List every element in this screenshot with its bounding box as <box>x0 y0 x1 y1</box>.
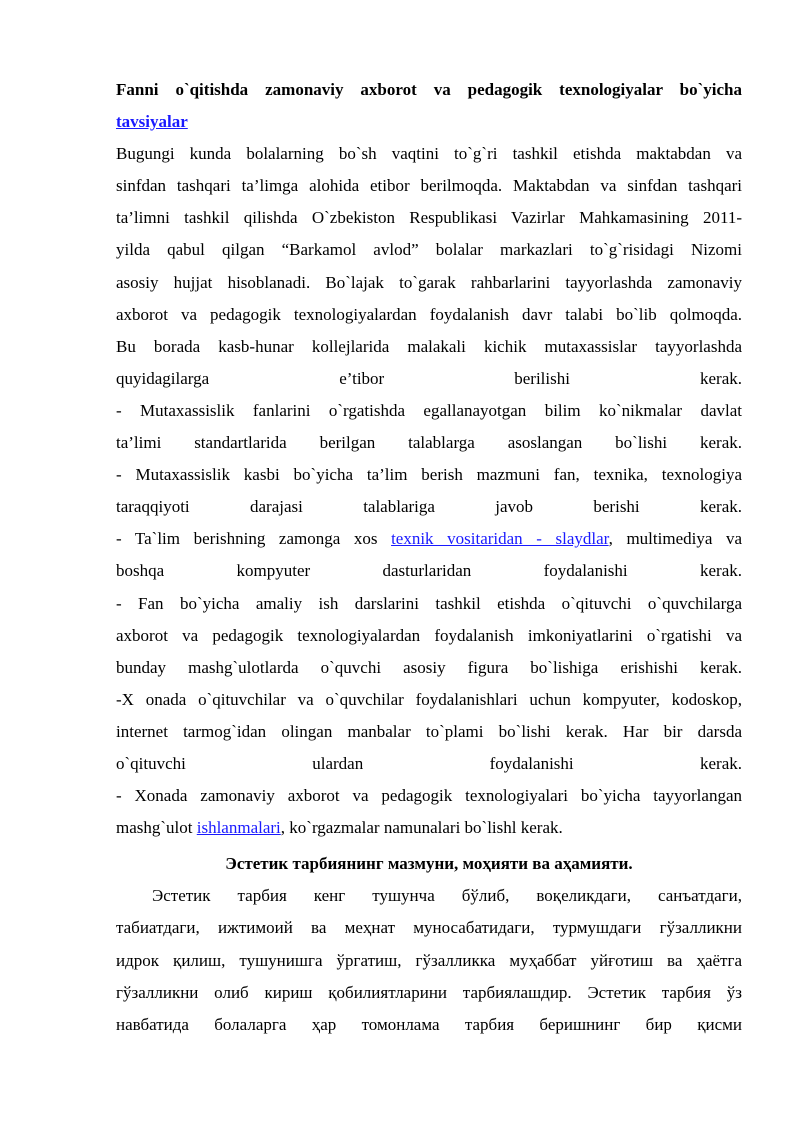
body-line: taraqqiyoti darajasi talablariga javob berishi kerak. <box>116 497 742 517</box>
body-line: Bugungi kunda bolalarning bo`sh vaqtini to`g`ri tashkil etishda maktabdan va <box>116 144 742 164</box>
body-line-with-link <box>116 523 742 555</box>
body-line: - Fan bo`yicha amaliy ish darslarini tashkil etishda o`qituvchi o`quvchilarga <box>116 593 742 613</box>
body-line: o`qituvchi ulardan foydalanishi kerak. <box>116 753 742 773</box>
tavsiyalar-link[interactable]: tavsiyalar <box>116 112 188 132</box>
section-heading: Эстетик тарбиянинг мазмуни, моҳияти ва аҳамияти. <box>225 854 633 874</box>
body-line: табиатдаги, ижтимоий ва меҳнат муносабатидаги, турмушдаги гўзалликни <box>116 918 742 938</box>
body-line: - Mutaxassislik kasbi bo`yicha ta’lim berish mazmuni fan, texnika, texnologiya <box>116 465 742 485</box>
body-line: yilda qabul qilgan “Barkamol avlod” bolalar markazlari to`g`risidagi Nizomi <box>116 240 742 260</box>
body-line: Эстетик тарбия кенг тушунча бўлиб, воқеликдаги, санъатдаги, <box>152 886 742 906</box>
body-line: Bu borada kasb-hunar kollejlarida malakali kichik mutaxassislar tayyorlashda <box>116 336 742 356</box>
body-line: internet tarmog`idan olingan manbalar to`plami bo`lishi kerak. Har bir darsda <box>116 721 742 741</box>
body-text: , multimediya va <box>608 529 742 549</box>
body-text: - Ta`lim berishning zamonga xos <box>116 529 392 549</box>
body-line: quyidagilarga e’tibor berilishi kerak. <box>116 368 742 388</box>
body-line: идрок қилиш, тушунишга ўргатиш, гўзалликка муҳаббат уйғотиш ва ҳаётга <box>116 950 742 970</box>
body-line-with-link <box>116 812 742 844</box>
body-line: boshqa kompyuter dasturlaridan foydalanishi kerak. <box>116 561 742 581</box>
body-text: mashg`ulot <box>116 818 197 838</box>
document-title-cont <box>116 106 742 138</box>
body-line: sinfdan tashqari ta’limga alohida etibor berilmoqda. Maktabdan va sinfdan tashqari <box>116 176 742 196</box>
body-line: навбатида болаларга ҳар томонлама тарбия беришнинг бир қисми <box>116 1014 742 1034</box>
document-title: Fanni o`qitishda zamonaviy axborot va pedagogik texnologiyalar bo`yicha <box>116 80 742 99</box>
body-text: , ko`rgazmalar namunalari bo`lishl kerak. <box>280 818 563 838</box>
document-page <box>116 74 742 1041</box>
slaydlar-link[interactable]: texnik vositaridan - slaydlar <box>391 529 609 549</box>
body-line: - Mutaxassislik fanlarini o`rgatishda egallanayotgan bilim ko`nikmalar davlat <box>116 400 742 420</box>
body-line: - Xonada zamonaviy axborot va pedagogik texnologiyalari bo`yicha tayyorlangan <box>116 786 742 806</box>
body-line: asosiy hujjat hisoblanadi. Bo`lajak to`garak rahbarlarini tayyorlashda zamonaviy <box>116 272 742 292</box>
body-line: axborot va pedagogik texnologiyalardan foydalanish imkoniyatlarini o`rgatishi va <box>116 625 742 645</box>
body-line: ta’limi standartlarida berilgan talablarga asoslangan bo`lishi kerak. <box>116 433 742 453</box>
ishlanmalari-link[interactable]: ishlanmalari <box>196 818 281 838</box>
body-line: гўзалликни олиб кириш қобилиятларини тарбиялашдир. Эстетик тарбия ўз <box>116 982 742 1002</box>
body-line: bunday mashg`ulotlarda o`quvchi asosiy figura bo`lishiga erishishi kerak. <box>116 657 742 677</box>
body-line: axborot va pedagogik texnologiyalardan foydalanish davr talabi bo`lib qolmoqda. <box>116 304 742 324</box>
body-line: -X onada o`qituvchilar va o`quvchilar foydalanishlari uchun kompyuter, kodoskop, <box>116 689 742 709</box>
body-line: ta’limni tashkil qilishda O`zbekiston Respublikasi Vazirlar Mahkamasining 2011- <box>116 208 742 228</box>
